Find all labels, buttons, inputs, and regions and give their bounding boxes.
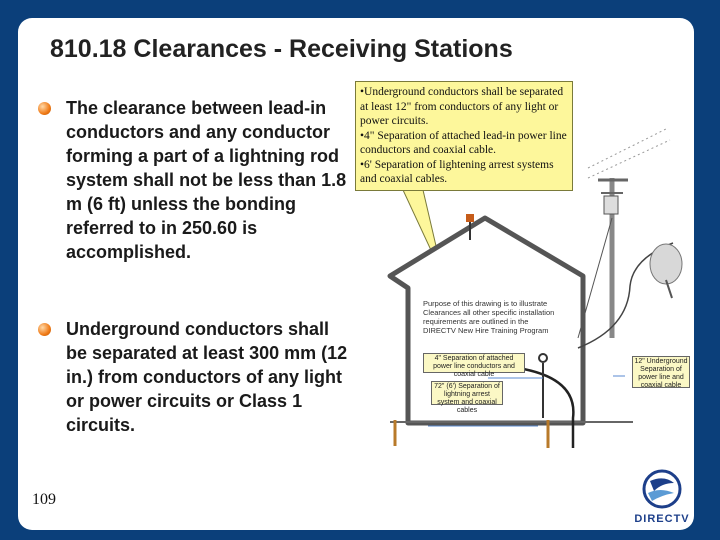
callout-line: •Underground conductors shall be separated at least 12" from conductors of any light or power circuits. <box>360 86 564 127</box>
page-number: 109 <box>32 491 56 508</box>
slide-title: 810.18 Clearances - Receiving Stations <box>50 35 513 63</box>
label-12in-underground: 12" Underground Separation of power line and coaxial cable <box>632 356 690 388</box>
slide <box>18 18 694 530</box>
bullet-text: The clearance between lead-in conductors and any conductor forming a part of a lightning rod system shall not be less than 1.8 m (6 ft) unless the bonding referred to in 250.60 is accomplished. <box>66 98 347 262</box>
label-4in-separation: 4" Separation of attached power line conductors and coaxial cable <box>423 353 525 373</box>
bullet-text: Underground conductors shall be separated at least 300 mm (12 in.) from conductors of any light or power circuits or Class 1 circuits. <box>66 319 348 435</box>
directv-logo <box>630 467 694 527</box>
callout-line: •4" Separation of attached lead-in power line conductors and coaxial cable. <box>360 129 567 156</box>
power-line <box>588 128 668 168</box>
callout-line: •6' Separation of lightening arrest systems and coaxial cables. <box>360 158 554 185</box>
lightning-rod-tip <box>466 214 474 222</box>
transformer <box>604 196 618 214</box>
electric-meter-icon <box>539 354 547 362</box>
directv-logo-icon <box>630 467 694 513</box>
diagram-note: Purpose of this drawing is to illustrate Clearances all other specific installation requirements are outlined in the DIRECTV New Hire Training Program <box>423 299 555 335</box>
label-72in-separation: 72" (6') Separation of lightning arrest system and coaxial cables <box>431 381 503 405</box>
logo-text: DIRECTV <box>634 513 690 525</box>
satellite-dish-icon <box>650 244 682 284</box>
callout-box <box>355 81 573 191</box>
